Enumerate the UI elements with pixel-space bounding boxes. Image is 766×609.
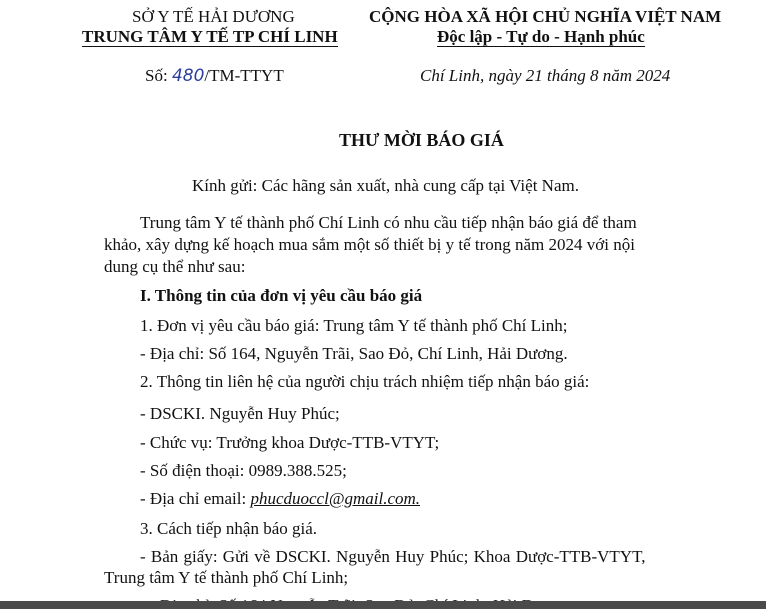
paper-submission-line-2: Trung tâm Y tế thành phố Chí Linh; bbox=[104, 568, 349, 587]
address-line: - Địa chỉ: Số 164, Nguyễn Trãi, Sao Đỏ, Chí Linh, Hải Dương. bbox=[140, 344, 568, 363]
contact-name: - DSCKI. Nguyễn Huy Phúc; bbox=[140, 404, 340, 423]
document-number: Số: 480/TM-TTYT bbox=[145, 66, 284, 86]
handwritten-number: 480 bbox=[171, 66, 205, 86]
window-bottom-bar bbox=[0, 601, 766, 609]
national-motto: Độc lập - Tự do - Hạnh phúc bbox=[437, 27, 645, 46]
place-date: Chí Linh, ngày 21 tháng 8 năm 2024 bbox=[420, 66, 671, 85]
item-1: 1. Đơn vị yêu cầu báo giá: Trung tâm Y tế thành phố Chí Linh; bbox=[140, 316, 568, 335]
item-3: 3. Cách tiếp nhận báo giá. bbox=[140, 519, 318, 538]
organization-name: TRUNG TÂM Y TẾ TP CHÍ LINH bbox=[82, 27, 338, 46]
section-heading: I. Thông tin của đơn vị yêu cầu báo giá bbox=[140, 286, 423, 305]
ministry-name: SỞ Y TẾ HẢI DƯƠNG bbox=[132, 7, 295, 26]
page-title: THƯ MỜI BÁO GIÁ bbox=[339, 130, 504, 150]
recipient-line: Kính gửi: Các hãng sản xuất, nhà cung cấp tại Việt Nam. bbox=[192, 176, 579, 195]
intro-line-3: dung cụ thể như sau: bbox=[104, 257, 246, 276]
contact-email-line: - Địa chỉ email: phucduoccl@gmail.com. bbox=[140, 489, 421, 508]
email-link[interactable]: phucduoccl@gmail.com. bbox=[250, 489, 421, 508]
contact-phone: - Số điện thoại: 0989.388.525; bbox=[140, 461, 347, 480]
contact-role: - Chức vụ: Trưởng khoa Dược-TTB-VTYT; bbox=[140, 433, 440, 452]
intro-line-2: khảo, xây dựng kế hoạch mua sắm một số thiết bị y tế trong năm 2024 với nội bbox=[104, 235, 635, 254]
paper-submission-line-1: - Bản giấy: Gửi về DSCKI. Nguyễn Huy Phúc; Khoa Dược-TTB-VTYT, bbox=[140, 547, 646, 566]
intro-line-1: Trung tâm Y tế thành phố Chí Linh có nhu cầu tiếp nhận báo giá để tham bbox=[140, 213, 637, 232]
item-2: 2. Thông tin liên hệ của người chịu trách nhiệm tiếp nhận báo giá: bbox=[140, 372, 590, 391]
nation-name: CỘNG HÒA XÃ HỘI CHỦ NGHĨA VIỆT NAM bbox=[369, 7, 722, 26]
